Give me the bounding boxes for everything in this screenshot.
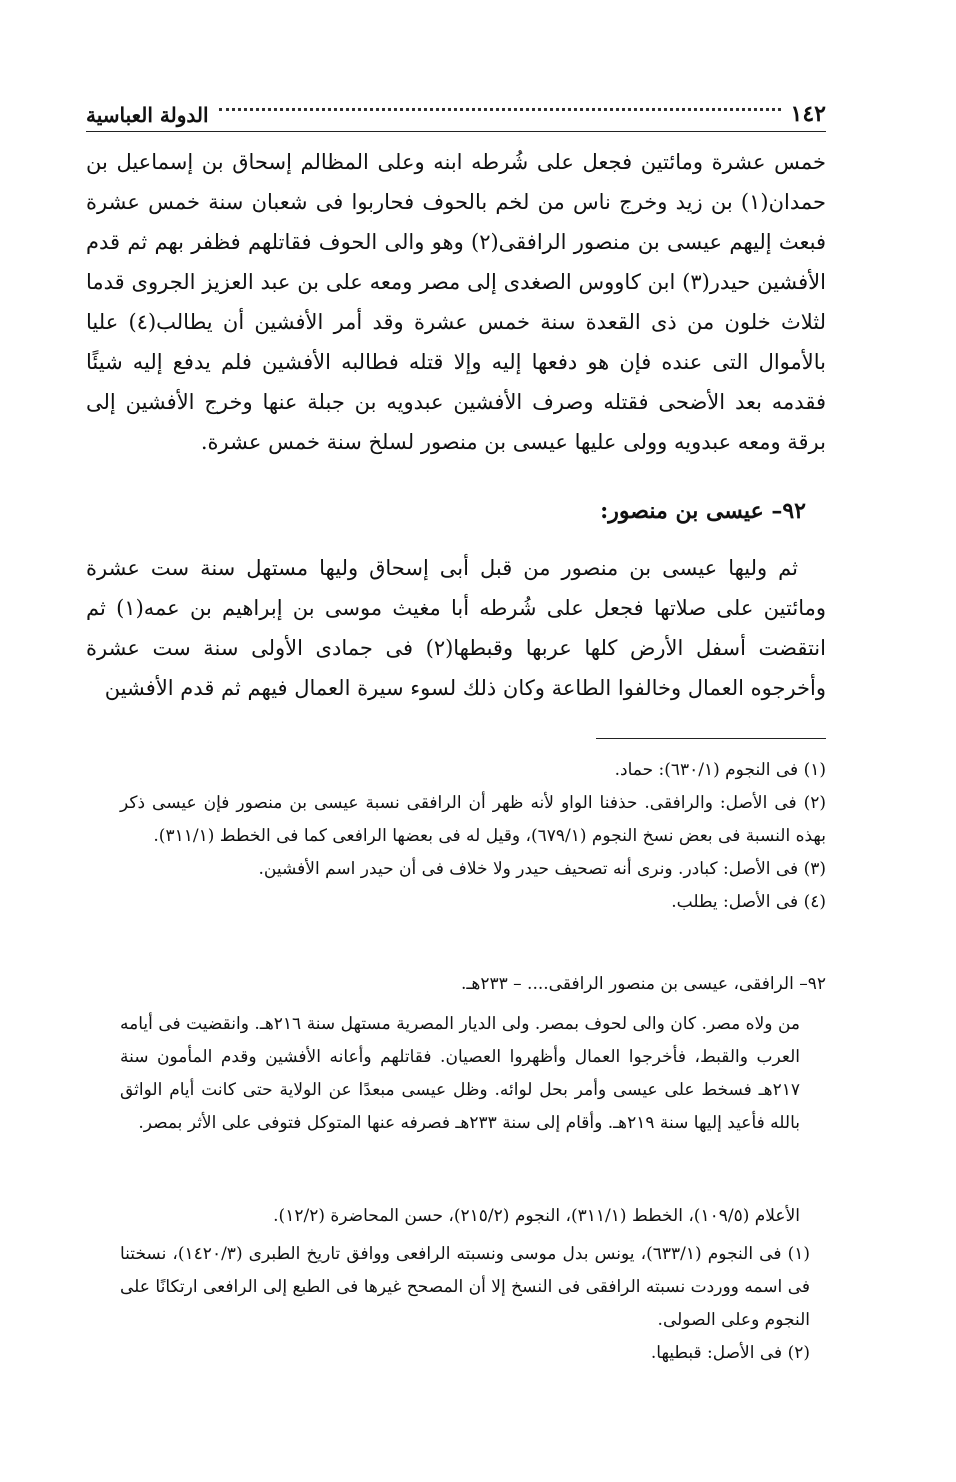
header-title: الدولة العباسية bbox=[86, 103, 209, 127]
running-header bbox=[86, 92, 826, 132]
page-number: ١٤٢ bbox=[790, 101, 826, 127]
footnotes-block-2 bbox=[120, 1238, 810, 1370]
footnote: (١) فى النجوم (٦٣٣/١)، يونس بدل موسى ونسبته الرافعى ووافق تاريخ الطبرى (١٤٢٠/٣)، نسختنا فى اسمه ووردت نسبته الرافقى فى النسخ إلا أن المصحح غيرها فى الطبع إلى الرافعى ارتكانًا على النجوم وعلى الصولى. bbox=[120, 1244, 810, 1330]
footnote: (٢) فى الأصل: والرافقى. حذفنا الواو لأنه ظهر أن الرافقى نسبة عيسى بن منصور فإن عيسى ذكر بهذه النسبة فى بعض نسخ النجوم (٦٧٩/١)، وقيل له فى بعضها الرافعى كما فى الخطط (٣١١/١). bbox=[120, 793, 826, 846]
biography-text bbox=[120, 1008, 800, 1140]
footnote-divider bbox=[596, 738, 826, 739]
paragraph-text: خمس عشرة ومائتين فجعل على شُرطه ابنه وعلى المظالم إسحاق بن إسماعيل بن حمدان(١) بن زيد وخرج ناس من لخم بالحوف فحاربوا فى شعبان سنة خمس عشرة فبعث إليهم عيسى بن منصور الرافقى(٢) وهو والى الحوف فقاتلهم فظفر بهم ثم قدم الأفشين حيدر(٣) ابن كاووس الصغدى إلى مصر ومعه على بن عبد العزيز الجروى قدما لثلاث خلون من ذى القعدة سنة خمس عشرة وقد أمر الأفشين أن يطالب(٤) عليا بالأموال التى عنده فإن هو دفعها إليه وإلا قتله فطالبه الأفشين فلم يدفع إليه شيئًا فقدمه بعد الأضحى فقتله وصرف الأفشين عبدويه بن جبلة عنها وخرج الأفشين إلى برقة ومعه عبدويه وولى عليها عيسى بن منصور لسلخ سنة خمس عشرة. bbox=[86, 150, 826, 454]
main-paragraph-1 bbox=[86, 142, 826, 462]
biography-paragraph: من ولاه مصر. كان والى لحوف بمصر. ولى الديار المصرية مستهل سنة ٢١٦هـ. وانقضيت فى أيامه العرب والقبط، فأخرجوا العمال وأظهروا العصيان. فقاتلهم وأعانه الأفشين وقدم المأمون سنة ٢١٧هـ فسخط على عيسى وأمر بحل لوائه. وظل عيسى مبعدًا عن الولاية حتى كانت أيام الواثق بالله فأعيد إليها سنة ٢١٩هـ. وأقام إلى سنة ٢٣٣هـ فصرفه عنها المتوكل فتوفى على الأثر بمصر. bbox=[120, 1014, 801, 1133]
footnotes-block-1 bbox=[120, 754, 826, 919]
main-paragraph-2 bbox=[86, 548, 826, 708]
paragraph-text: ثم وليها عيسى بن منصور من قبل أبى إسحاق وليها مستهل سنة ست عشرة ومائتين على صلاتها فجعل على شُرطه أبا مغيث موسى بن إبراهيم بن عمه(١) ثم انتقضت أسفل الأرض كلها عربها وقبطها(٢) فى جمادى الأولى سنة ست عشرة وأخرجوه العمال وخالفوا الطاعة وكان ذلك لسوء سيرة العمال فيهم ثم قدم الأفشين bbox=[86, 556, 826, 700]
section-heading: ٩٢– عيسى بن منصور: bbox=[600, 498, 806, 524]
footnote: (١) فى النجوم (٦٣٠/١): حماد. bbox=[614, 760, 826, 780]
biography-references: الأعلام (١٠٩/٥)، الخطط (٣١١/١)، النجوم (٢١٥/٢)، حسن المحاضرة (١٢/٢). bbox=[273, 1206, 800, 1226]
footnote: (٤) فى الأصل: يطلب. bbox=[671, 892, 826, 912]
footnote: (٢) فى الأصل: قبطيها. bbox=[650, 1343, 810, 1363]
header-dot-leader bbox=[219, 108, 781, 111]
footnote: (٣) فى الأصل: كبادر. ونرى أنه تصحيف حيدر ولا خلاف فى أن حيدر اسم الأفشين. bbox=[258, 859, 826, 879]
biography-heading: ٩٢– الرافقى، عيسى بن منصور الرافقى.... – ٢٣٣هـ. bbox=[460, 974, 826, 994]
